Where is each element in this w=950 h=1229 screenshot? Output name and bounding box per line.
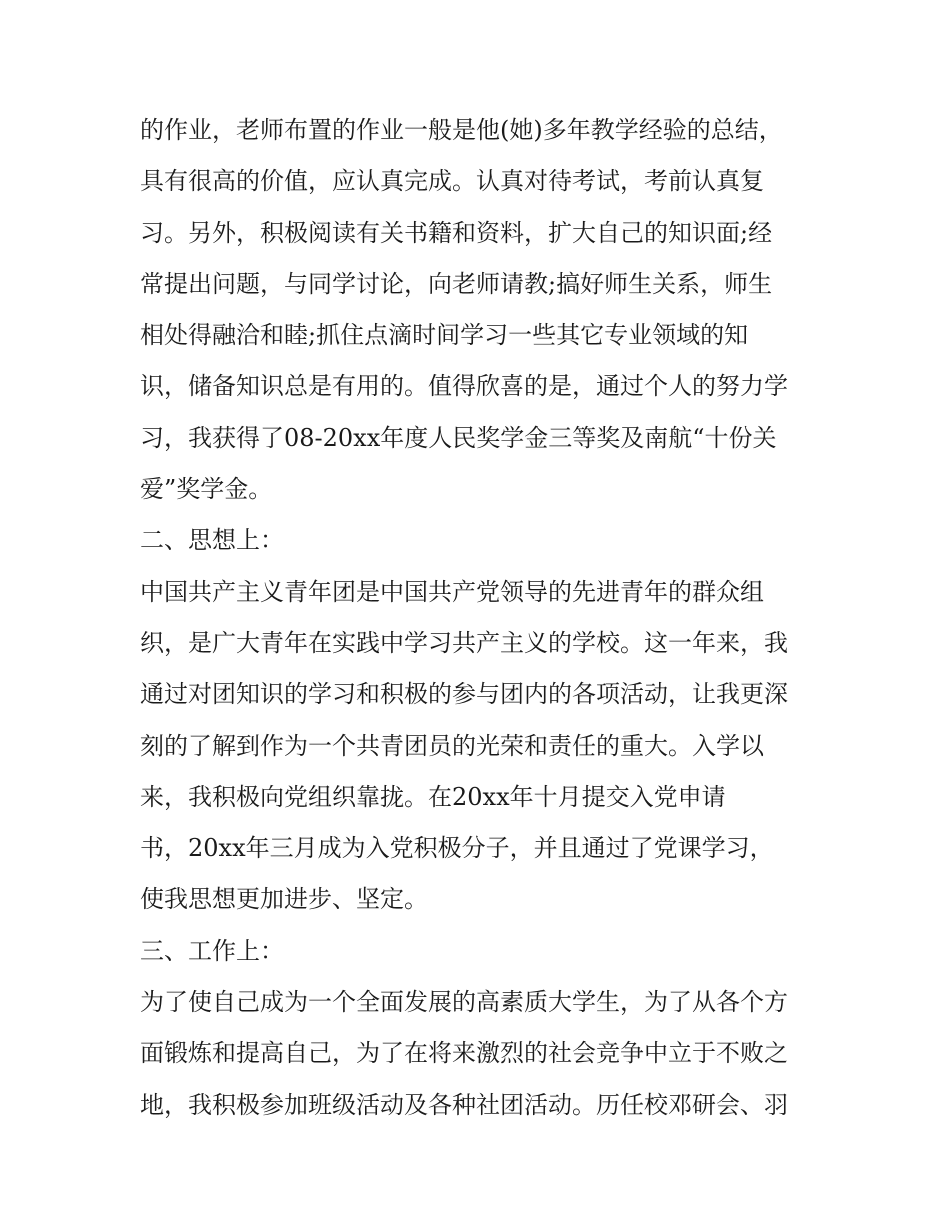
text-line: 为了使自己成为一个全面发展的高素质大学生，为了从各个方 — [140, 988, 788, 1017]
text-line: 地，我积极参加班级活动及各种社团活动。历任校邓研会、羽 — [140, 1090, 788, 1119]
text-line: 识，储备知识总是有用的。值得欣喜的是，通过个人的努力学 — [140, 372, 788, 401]
text-line: 来，我积极向党组织靠拢。在20xx年十月提交入党申请 — [140, 782, 726, 811]
text-line: 书，20xx年三月成为入党积极分子，并且通过了党课学习， — [140, 834, 774, 863]
text-line: 中国共产主义青年团是中国共产党领导的先进青年的群众组 — [140, 577, 764, 606]
section-heading-thought: 二、思想上： — [140, 526, 284, 555]
text-line: 通过对团知识的学习和积极的参与团内的各项活动，让我更深 — [140, 680, 788, 709]
text-line: 的作业，老师布置的作业一般是他(她)多年教学经验的总结， — [140, 116, 783, 144]
text-line: 刻的了解到作为一个共青团员的光荣和责任的重大。入学以 — [140, 731, 764, 760]
text-line: 常提出问题，与同学讨论，向老师请教;搞好师生关系，师生 — [140, 269, 773, 298]
document-body — [140, 105, 820, 1131]
text-line: 使我思想更加进步、坚定。 — [140, 885, 428, 914]
text-line: 相处得融洽和睦;抓住点滴时间学习一些其它专业领域的知 — [140, 321, 749, 350]
text-line: 习。另外，积极阅读有关书籍和资料，扩大自己的知识面;经 — [140, 218, 773, 247]
text-line: 织，是广大青年在实践中学习共产主义的学校。这一年来，我 — [140, 628, 788, 657]
text-line: 具有很高的价值，应认真完成。认真对待考试，考前认真复 — [140, 167, 764, 196]
text-line: 习，我获得了08-20xx年度人民奖学金三等奖及南航“十份关 — [140, 423, 777, 452]
text-line: 爱”奖学金。 — [140, 475, 273, 504]
section-heading-work: 三、工作上： — [140, 936, 284, 965]
text-line: 面锻炼和提高自己，为了在将来激烈的社会竞争中立于不败之 — [140, 1039, 788, 1068]
